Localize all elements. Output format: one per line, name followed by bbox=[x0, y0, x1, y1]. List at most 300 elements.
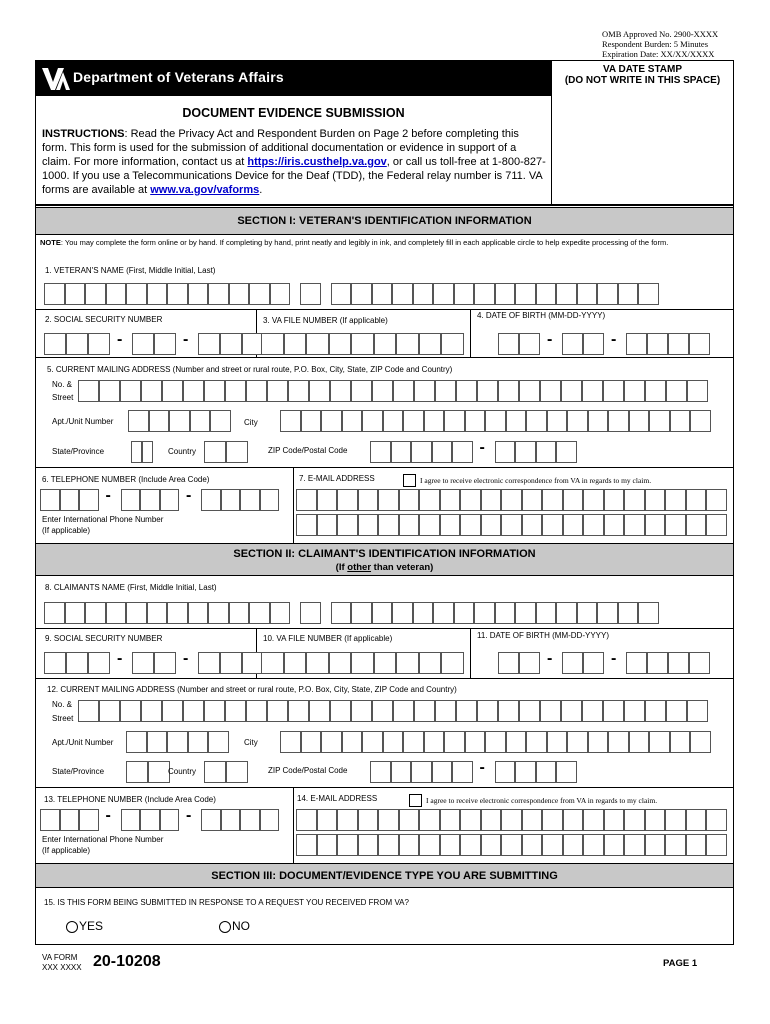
char-box[interactable] bbox=[220, 652, 242, 674]
char-box[interactable] bbox=[556, 441, 577, 463]
char-box[interactable] bbox=[563, 809, 584, 831]
char-box[interactable] bbox=[391, 761, 412, 783]
char-box[interactable] bbox=[44, 283, 65, 305]
char-box[interactable] bbox=[495, 602, 516, 624]
char-box[interactable] bbox=[526, 731, 547, 753]
char-box[interactable] bbox=[454, 602, 475, 624]
char-box[interactable] bbox=[309, 380, 330, 402]
char-box[interactable] bbox=[337, 514, 358, 536]
char-box[interactable] bbox=[433, 602, 454, 624]
char-box[interactable] bbox=[167, 602, 188, 624]
char-box[interactable] bbox=[260, 489, 280, 511]
char-box[interactable] bbox=[399, 834, 420, 856]
char-box[interactable] bbox=[501, 834, 522, 856]
char-box[interactable] bbox=[261, 333, 284, 355]
char-box[interactable] bbox=[183, 380, 204, 402]
char-box[interactable] bbox=[498, 380, 519, 402]
char-box[interactable] bbox=[321, 731, 342, 753]
char-box[interactable] bbox=[481, 489, 502, 511]
char-box[interactable] bbox=[460, 834, 481, 856]
char-box[interactable] bbox=[465, 410, 486, 432]
char-box[interactable] bbox=[465, 731, 486, 753]
char-box[interactable] bbox=[229, 602, 250, 624]
char-box[interactable] bbox=[141, 700, 162, 722]
char-box[interactable] bbox=[440, 809, 461, 831]
char-box[interactable] bbox=[638, 602, 659, 624]
char-box[interactable] bbox=[686, 809, 707, 831]
char-box[interactable] bbox=[522, 514, 543, 536]
char-box[interactable] bbox=[604, 489, 625, 511]
char-box[interactable] bbox=[481, 834, 502, 856]
char-box[interactable] bbox=[686, 834, 707, 856]
char-box[interactable] bbox=[121, 809, 141, 831]
char-box[interactable] bbox=[300, 283, 321, 305]
char-box[interactable] bbox=[301, 410, 322, 432]
char-box[interactable] bbox=[126, 761, 148, 783]
char-box[interactable] bbox=[456, 700, 477, 722]
char-box[interactable] bbox=[198, 652, 220, 674]
char-box[interactable] bbox=[60, 809, 80, 831]
char-box[interactable] bbox=[645, 700, 666, 722]
char-box[interactable] bbox=[626, 652, 647, 674]
char-box[interactable] bbox=[280, 731, 301, 753]
char-box[interactable] bbox=[131, 441, 142, 463]
char-box[interactable] bbox=[88, 333, 110, 355]
char-box[interactable] bbox=[645, 489, 666, 511]
char-box[interactable] bbox=[604, 834, 625, 856]
char-box[interactable] bbox=[556, 283, 577, 305]
char-box[interactable] bbox=[690, 410, 711, 432]
char-box[interactable] bbox=[306, 333, 329, 355]
char-box[interactable] bbox=[495, 761, 516, 783]
char-box[interactable] bbox=[444, 731, 465, 753]
char-box[interactable] bbox=[440, 489, 461, 511]
char-box[interactable] bbox=[329, 333, 352, 355]
char-box[interactable] bbox=[208, 602, 229, 624]
char-box[interactable] bbox=[498, 333, 519, 355]
char-box[interactable] bbox=[536, 441, 557, 463]
char-box[interactable] bbox=[403, 410, 424, 432]
char-box[interactable] bbox=[198, 333, 220, 355]
char-box[interactable] bbox=[284, 333, 307, 355]
char-box[interactable] bbox=[498, 700, 519, 722]
char-box[interactable] bbox=[141, 380, 162, 402]
char-box[interactable] bbox=[556, 602, 577, 624]
char-box[interactable] bbox=[246, 380, 267, 402]
char-box[interactable] bbox=[66, 333, 88, 355]
char-box[interactable] bbox=[561, 380, 582, 402]
char-box[interactable] bbox=[432, 441, 453, 463]
char-box[interactable] bbox=[399, 514, 420, 536]
char-box[interactable] bbox=[296, 809, 317, 831]
char-box[interactable] bbox=[374, 333, 397, 355]
char-box[interactable] bbox=[687, 700, 708, 722]
char-box[interactable] bbox=[583, 652, 604, 674]
char-box[interactable] bbox=[149, 410, 170, 432]
char-box[interactable] bbox=[351, 333, 374, 355]
vaforms-link[interactable]: www.va.gov/vaforms bbox=[150, 184, 260, 196]
char-box[interactable] bbox=[358, 514, 379, 536]
char-box[interactable] bbox=[306, 652, 329, 674]
char-box[interactable] bbox=[419, 333, 442, 355]
char-box[interactable] bbox=[154, 333, 176, 355]
char-box[interactable] bbox=[519, 700, 540, 722]
char-box[interactable] bbox=[128, 410, 149, 432]
char-box[interactable] bbox=[106, 283, 127, 305]
char-box[interactable] bbox=[540, 700, 561, 722]
char-box[interactable] bbox=[665, 514, 686, 536]
char-box[interactable] bbox=[477, 700, 498, 722]
char-box[interactable] bbox=[583, 834, 604, 856]
char-box[interactable] bbox=[351, 602, 372, 624]
char-box[interactable] bbox=[317, 809, 338, 831]
char-box[interactable] bbox=[522, 809, 543, 831]
char-box[interactable] bbox=[706, 489, 727, 511]
char-box[interactable] bbox=[99, 700, 120, 722]
char-box[interactable] bbox=[374, 652, 397, 674]
char-box[interactable] bbox=[362, 731, 383, 753]
char-box[interactable] bbox=[501, 489, 522, 511]
char-box[interactable] bbox=[261, 652, 284, 674]
char-box[interactable] bbox=[106, 602, 127, 624]
char-box[interactable] bbox=[317, 514, 338, 536]
char-box[interactable] bbox=[411, 761, 432, 783]
char-box[interactable] bbox=[668, 333, 689, 355]
char-box[interactable] bbox=[160, 809, 180, 831]
char-box[interactable] bbox=[624, 489, 645, 511]
char-box[interactable] bbox=[317, 834, 338, 856]
char-box[interactable] bbox=[362, 410, 383, 432]
char-box[interactable] bbox=[240, 489, 260, 511]
char-box[interactable] bbox=[160, 489, 180, 511]
char-box[interactable] bbox=[204, 441, 226, 463]
char-box[interactable] bbox=[629, 410, 650, 432]
char-box[interactable] bbox=[309, 700, 330, 722]
char-box[interactable] bbox=[624, 700, 645, 722]
char-box[interactable] bbox=[40, 489, 60, 511]
char-box[interactable] bbox=[167, 283, 188, 305]
char-box[interactable] bbox=[441, 333, 464, 355]
char-box[interactable] bbox=[383, 731, 404, 753]
char-box[interactable] bbox=[432, 761, 453, 783]
char-box[interactable] bbox=[126, 731, 147, 753]
char-box[interactable] bbox=[132, 333, 154, 355]
char-box[interactable] bbox=[495, 283, 516, 305]
char-box[interactable] bbox=[270, 283, 291, 305]
char-box[interactable] bbox=[519, 333, 540, 355]
char-box[interactable] bbox=[337, 489, 358, 511]
char-box[interactable] bbox=[526, 410, 547, 432]
char-box[interactable] bbox=[399, 809, 420, 831]
char-box[interactable] bbox=[162, 700, 183, 722]
char-box[interactable] bbox=[647, 652, 668, 674]
char-box[interactable] bbox=[649, 731, 670, 753]
char-box[interactable] bbox=[689, 652, 710, 674]
char-box[interactable] bbox=[44, 602, 65, 624]
char-box[interactable] bbox=[588, 731, 609, 753]
char-box[interactable] bbox=[331, 602, 352, 624]
char-box[interactable] bbox=[88, 652, 110, 674]
char-box[interactable] bbox=[126, 283, 147, 305]
char-box[interactable] bbox=[329, 652, 352, 674]
char-box[interactable] bbox=[706, 809, 727, 831]
char-box[interactable] bbox=[411, 441, 432, 463]
char-box[interactable] bbox=[686, 489, 707, 511]
char-box[interactable] bbox=[204, 380, 225, 402]
char-box[interactable] bbox=[188, 602, 209, 624]
char-box[interactable] bbox=[60, 489, 80, 511]
char-box[interactable] bbox=[270, 602, 291, 624]
char-box[interactable] bbox=[474, 283, 495, 305]
char-box[interactable] bbox=[424, 731, 445, 753]
char-box[interactable] bbox=[392, 283, 413, 305]
char-box[interactable] bbox=[208, 283, 229, 305]
char-box[interactable] bbox=[567, 410, 588, 432]
char-box[interactable] bbox=[603, 700, 624, 722]
char-box[interactable] bbox=[393, 380, 414, 402]
char-box[interactable] bbox=[147, 602, 168, 624]
char-box[interactable] bbox=[440, 834, 461, 856]
agree-checkbox-2[interactable] bbox=[409, 794, 422, 807]
char-box[interactable] bbox=[519, 380, 540, 402]
char-box[interactable] bbox=[201, 809, 221, 831]
char-box[interactable] bbox=[403, 731, 424, 753]
char-box[interactable] bbox=[162, 380, 183, 402]
char-box[interactable] bbox=[288, 380, 309, 402]
char-box[interactable] bbox=[65, 602, 86, 624]
char-box[interactable] bbox=[542, 809, 563, 831]
char-box[interactable] bbox=[618, 283, 639, 305]
char-box[interactable] bbox=[665, 809, 686, 831]
char-box[interactable] bbox=[330, 700, 351, 722]
char-box[interactable] bbox=[378, 809, 399, 831]
char-box[interactable] bbox=[342, 410, 363, 432]
char-box[interactable] bbox=[79, 809, 99, 831]
char-box[interactable] bbox=[498, 652, 519, 674]
char-box[interactable] bbox=[78, 700, 99, 722]
no-radio[interactable] bbox=[219, 921, 231, 933]
char-box[interactable] bbox=[547, 731, 568, 753]
char-box[interactable] bbox=[419, 834, 440, 856]
char-box[interactable] bbox=[706, 834, 727, 856]
char-box[interactable] bbox=[225, 700, 246, 722]
char-box[interactable] bbox=[120, 380, 141, 402]
char-box[interactable] bbox=[452, 441, 473, 463]
char-box[interactable] bbox=[225, 380, 246, 402]
char-box[interactable] bbox=[284, 652, 307, 674]
char-box[interactable] bbox=[567, 731, 588, 753]
char-box[interactable] bbox=[577, 283, 598, 305]
char-box[interactable] bbox=[515, 602, 536, 624]
char-box[interactable] bbox=[372, 380, 393, 402]
char-box[interactable] bbox=[190, 410, 211, 432]
char-box[interactable] bbox=[588, 410, 609, 432]
char-box[interactable] bbox=[666, 380, 687, 402]
char-box[interactable] bbox=[204, 761, 226, 783]
char-box[interactable] bbox=[583, 514, 604, 536]
char-box[interactable] bbox=[413, 283, 434, 305]
char-box[interactable] bbox=[519, 652, 540, 674]
char-box[interactable] bbox=[378, 834, 399, 856]
char-box[interactable] bbox=[392, 602, 413, 624]
char-box[interactable] bbox=[706, 514, 727, 536]
char-box[interactable] bbox=[540, 380, 561, 402]
char-box[interactable] bbox=[142, 441, 153, 463]
char-box[interactable] bbox=[372, 700, 393, 722]
char-box[interactable] bbox=[169, 410, 190, 432]
char-box[interactable] bbox=[296, 489, 317, 511]
char-box[interactable] bbox=[378, 514, 399, 536]
char-box[interactable] bbox=[522, 489, 543, 511]
char-box[interactable] bbox=[147, 731, 168, 753]
char-box[interactable] bbox=[624, 834, 645, 856]
char-box[interactable] bbox=[358, 809, 379, 831]
char-box[interactable] bbox=[495, 441, 516, 463]
char-box[interactable] bbox=[99, 380, 120, 402]
char-box[interactable] bbox=[460, 489, 481, 511]
char-box[interactable] bbox=[154, 652, 176, 674]
char-box[interactable] bbox=[542, 489, 563, 511]
char-box[interactable] bbox=[501, 514, 522, 536]
agree-checkbox-1[interactable] bbox=[403, 474, 416, 487]
char-box[interactable] bbox=[229, 283, 250, 305]
char-box[interactable] bbox=[240, 809, 260, 831]
char-box[interactable] bbox=[481, 514, 502, 536]
char-box[interactable] bbox=[506, 410, 527, 432]
char-box[interactable] bbox=[522, 834, 543, 856]
char-box[interactable] bbox=[670, 410, 691, 432]
char-box[interactable] bbox=[624, 380, 645, 402]
char-box[interactable] bbox=[542, 514, 563, 536]
char-box[interactable] bbox=[351, 700, 372, 722]
char-box[interactable] bbox=[358, 489, 379, 511]
char-box[interactable] bbox=[399, 489, 420, 511]
char-box[interactable] bbox=[515, 283, 536, 305]
char-box[interactable] bbox=[665, 834, 686, 856]
char-box[interactable] bbox=[597, 602, 618, 624]
char-box[interactable] bbox=[140, 809, 160, 831]
char-box[interactable] bbox=[424, 410, 445, 432]
char-box[interactable] bbox=[690, 731, 711, 753]
char-box[interactable] bbox=[337, 834, 358, 856]
char-box[interactable] bbox=[563, 489, 584, 511]
char-box[interactable] bbox=[208, 731, 229, 753]
char-box[interactable] bbox=[414, 380, 435, 402]
char-box[interactable] bbox=[440, 514, 461, 536]
char-box[interactable] bbox=[85, 283, 106, 305]
char-box[interactable] bbox=[419, 652, 442, 674]
char-box[interactable] bbox=[188, 283, 209, 305]
char-box[interactable] bbox=[246, 700, 267, 722]
char-box[interactable] bbox=[626, 333, 647, 355]
char-box[interactable] bbox=[686, 514, 707, 536]
iris-link[interactable]: https://iris.custhelp.va.gov bbox=[247, 156, 387, 168]
char-box[interactable] bbox=[687, 380, 708, 402]
char-box[interactable] bbox=[582, 380, 603, 402]
char-box[interactable] bbox=[583, 489, 604, 511]
char-box[interactable] bbox=[419, 514, 440, 536]
char-box[interactable] bbox=[221, 809, 241, 831]
char-box[interactable] bbox=[597, 283, 618, 305]
char-box[interactable] bbox=[296, 514, 317, 536]
char-box[interactable] bbox=[351, 652, 374, 674]
char-box[interactable] bbox=[645, 514, 666, 536]
char-box[interactable] bbox=[515, 441, 536, 463]
char-box[interactable] bbox=[267, 380, 288, 402]
char-box[interactable] bbox=[460, 809, 481, 831]
char-box[interactable] bbox=[370, 761, 391, 783]
char-box[interactable] bbox=[562, 333, 583, 355]
char-box[interactable] bbox=[383, 410, 404, 432]
char-box[interactable] bbox=[562, 652, 583, 674]
char-box[interactable] bbox=[204, 700, 225, 722]
char-box[interactable] bbox=[188, 731, 209, 753]
char-box[interactable] bbox=[556, 761, 577, 783]
char-box[interactable] bbox=[317, 489, 338, 511]
char-box[interactable] bbox=[351, 380, 372, 402]
char-box[interactable] bbox=[337, 809, 358, 831]
char-box[interactable] bbox=[378, 489, 399, 511]
char-box[interactable] bbox=[351, 283, 372, 305]
char-box[interactable] bbox=[121, 489, 141, 511]
char-box[interactable] bbox=[629, 731, 650, 753]
char-box[interactable] bbox=[454, 283, 475, 305]
char-box[interactable] bbox=[649, 410, 670, 432]
char-box[interactable] bbox=[561, 700, 582, 722]
char-box[interactable] bbox=[485, 410, 506, 432]
yes-radio[interactable] bbox=[66, 921, 78, 933]
char-box[interactable] bbox=[267, 700, 288, 722]
char-box[interactable] bbox=[608, 410, 629, 432]
char-box[interactable] bbox=[126, 602, 147, 624]
char-box[interactable] bbox=[301, 731, 322, 753]
char-box[interactable] bbox=[604, 809, 625, 831]
char-box[interactable] bbox=[618, 602, 639, 624]
char-box[interactable] bbox=[603, 380, 624, 402]
char-box[interactable] bbox=[506, 731, 527, 753]
char-box[interactable] bbox=[582, 700, 603, 722]
char-box[interactable] bbox=[226, 761, 248, 783]
char-box[interactable] bbox=[563, 514, 584, 536]
char-box[interactable] bbox=[44, 652, 66, 674]
char-box[interactable] bbox=[645, 809, 666, 831]
char-box[interactable] bbox=[515, 761, 536, 783]
char-box[interactable] bbox=[481, 809, 502, 831]
char-box[interactable] bbox=[249, 283, 270, 305]
char-box[interactable] bbox=[638, 283, 659, 305]
char-box[interactable] bbox=[396, 333, 419, 355]
char-box[interactable] bbox=[542, 834, 563, 856]
char-box[interactable] bbox=[391, 441, 412, 463]
char-box[interactable] bbox=[300, 602, 321, 624]
char-box[interactable] bbox=[132, 652, 154, 674]
char-box[interactable] bbox=[477, 380, 498, 402]
char-box[interactable] bbox=[563, 834, 584, 856]
char-box[interactable] bbox=[441, 652, 464, 674]
char-box[interactable] bbox=[140, 489, 160, 511]
char-box[interactable] bbox=[666, 700, 687, 722]
char-box[interactable] bbox=[296, 834, 317, 856]
char-box[interactable] bbox=[452, 761, 473, 783]
char-box[interactable] bbox=[372, 283, 393, 305]
char-box[interactable] bbox=[485, 731, 506, 753]
char-box[interactable] bbox=[536, 602, 557, 624]
char-box[interactable] bbox=[183, 700, 204, 722]
char-box[interactable] bbox=[501, 809, 522, 831]
char-box[interactable] bbox=[249, 602, 270, 624]
char-box[interactable] bbox=[665, 489, 686, 511]
char-box[interactable] bbox=[536, 283, 557, 305]
